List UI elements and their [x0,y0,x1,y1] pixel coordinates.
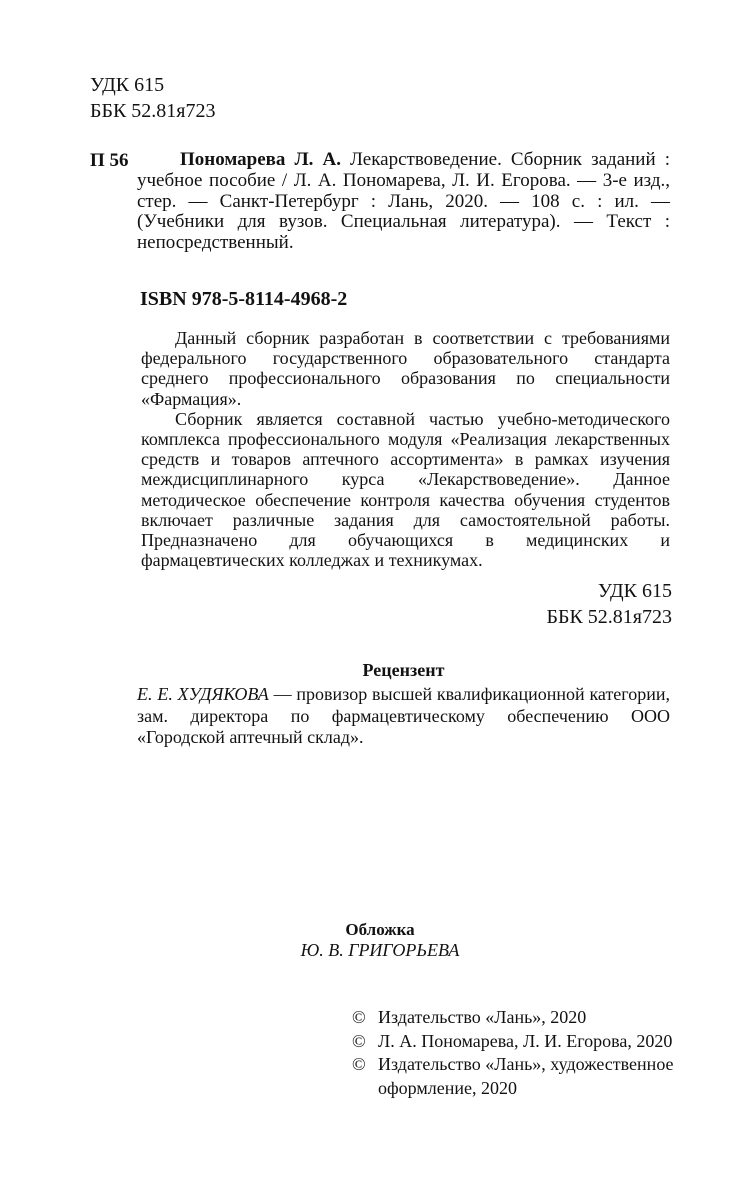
catalogue-card-label: П 56 [90,150,129,171]
copyright-block [352,1006,674,1100]
reviewer-credentials: — провизор высшей квалификационной категории, зам. директора по фармацевтическому обеспечению ООО «Городской аптечный склад». [137,684,671,747]
bbk-code-right: ББК 52.81я723 [546,606,672,628]
reviewer-description [137,684,670,749]
annotation-paragraph-1: Данный сборник разработан в соответствии с требованиями федерального государственного образовательного стандарта среднего профессионального образования по специальности «Фармация». [141,328,670,409]
cover-credit-section [90,920,670,960]
bibliographic-description: Лекарствоведение. Сборник заданий : учебное пособие / Л. А. Пономарева, Л. И. Егорова. — 3-е изд., стер. — Санкт-Петербург : Лань, 2020. — 108 с. : ил. — (Учебники для вузов. Специальная литература). — Текст : непосредственный. [137,149,670,254]
isbn-number: ISBN 978-5-8114-4968-2 [140,288,348,310]
reviewer-section [137,660,670,749]
reviewer-heading: Рецензент [362,660,445,680]
author-name: Пономарева Л. А. [180,149,341,170]
reviewer-name: Е. Е. ХУДЯКОВА [137,684,269,704]
bbk-code: ББК 52.81я723 [90,100,216,122]
copyright-text: Издательство «Лань», художественное оформление, 2020 [378,1054,674,1098]
udk-code-right: УДК 615 [597,580,672,602]
copyright-item [352,1030,674,1054]
udk-code: УДК 615 [90,74,165,96]
copyright-text: Л. А. Пономарева, Л. И. Егорова, 2020 [378,1030,673,1051]
bibliographic-entry [137,150,670,254]
cover-credit-heading: Обложка [345,920,415,939]
catalogue-card [90,150,670,254]
copyright-text: Издательство «Лань», 2020 [378,1007,587,1027]
copyright-item [352,1006,674,1030]
bottom-catalogue-codes [546,578,672,630]
copyright-symbol: © [352,1007,366,1027]
annotation-block [141,328,670,570]
annotation-paragraph-2: Сборник является составной частью учебно-методического комплекса профессионального модуля «Реализация лекарственных средств и товаров аптечного ассортимента» в рамках изучения междисциплинарного курса «Лекарствоведение». Данное методическое обеспечение контроля качества обучения студентов включает различные задания для самостоятельной работы. Предназначено для обучающихся в медицинских и фармацевтических колледжах и техникумах. [141,408,670,571]
cover-designer-name: Ю. В. ГРИГОРЬЕВА [300,940,460,960]
copyright-symbol: © [352,1030,366,1051]
copyright-item [352,1053,674,1100]
top-catalogue-codes [90,72,216,124]
copyright-symbol: © [352,1054,366,1074]
